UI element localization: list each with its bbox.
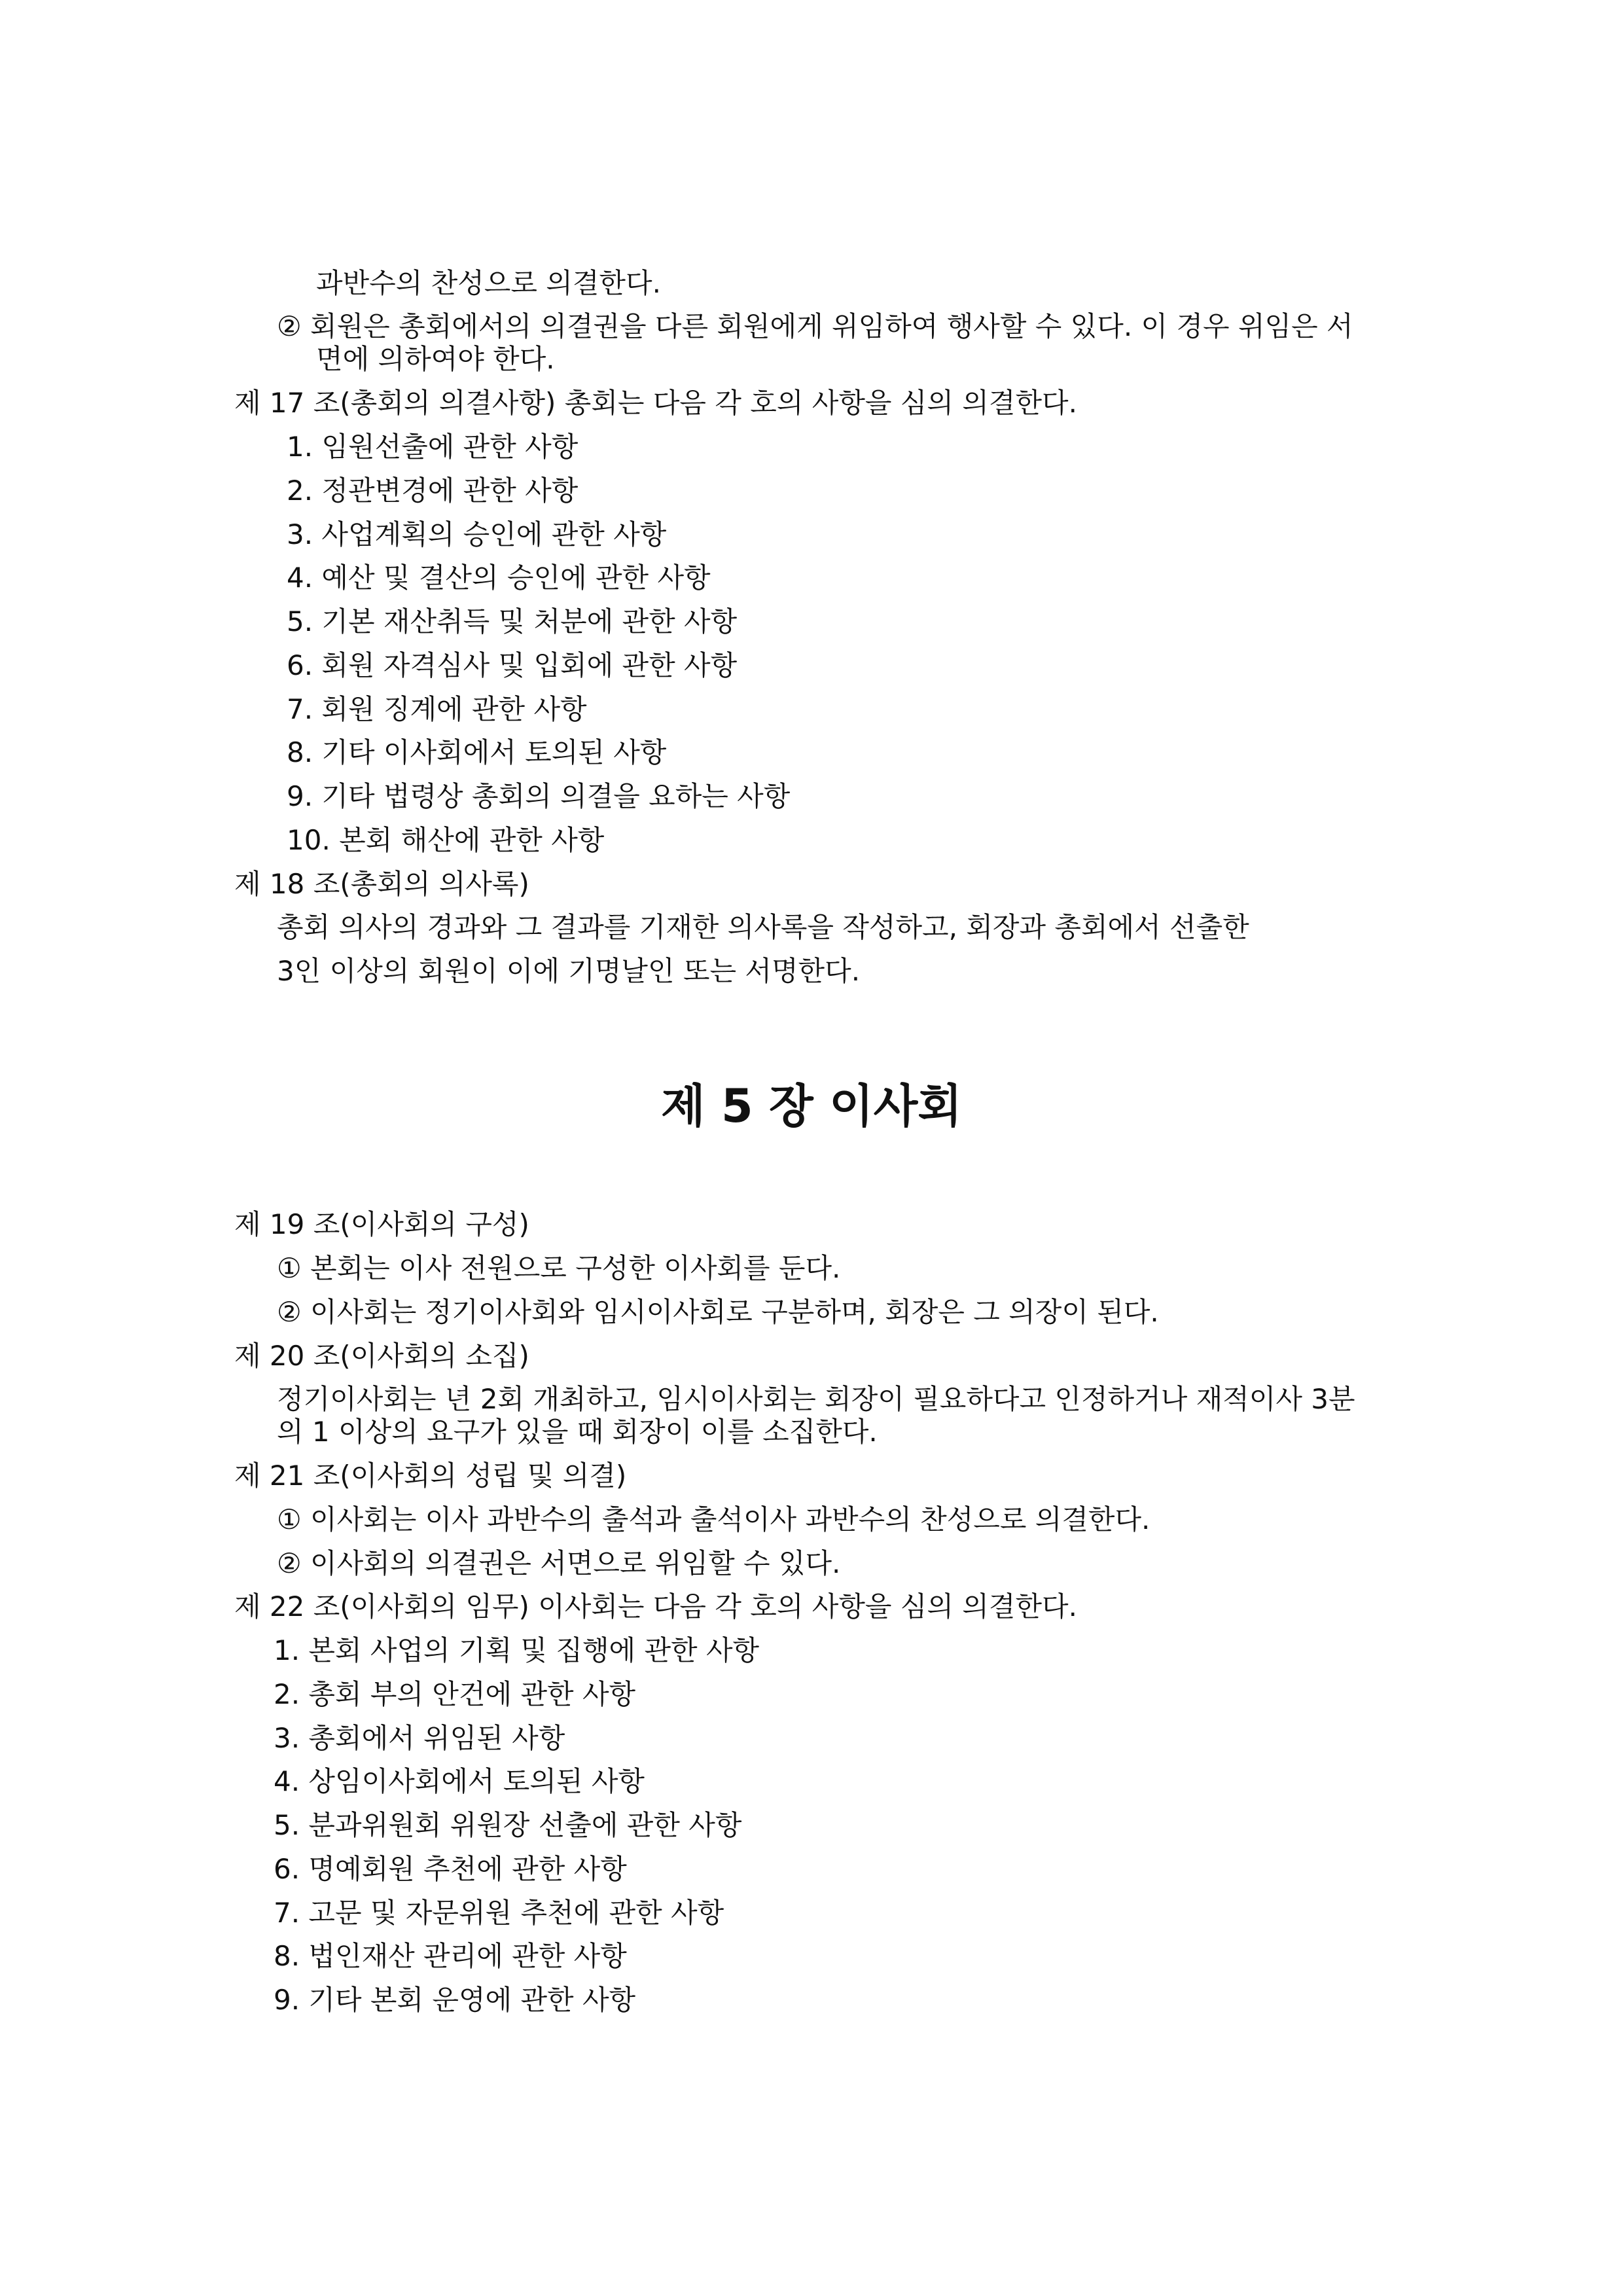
article-17-item-7: 7. 회원 징계에 관한 사항 [287, 693, 587, 725]
article-22-item-5: 5. 분과위원회 위원장 선출에 관한 사항 [274, 1809, 742, 1841]
article-21-paragraph-1: ① 이사회는 이사 과반수의 출석과 출석이사 과반수의 찬성으로 의결한다. [277, 1503, 1150, 1535]
article-16-paragraph-2: ② 회원은 총회에서의 의결권을 다른 회원에게 위임하여 행사할 수 있다. 이 경우 위임은 서 [277, 310, 1353, 342]
article-16-paragraph-2-cont: 면에 의하여야 한다. [316, 343, 555, 375]
article-17-item-8: 8. 기타 이사회에서 토의된 사항 [287, 736, 667, 768]
article-21-title: 제 21 조(이사회의 성립 및 의결) [234, 1460, 627, 1492]
article-17-item-9: 9. 기타 법령상 총회의 의결을 요하는 사항 [287, 780, 791, 812]
article-22-title: 제 22 조(이사회의 임무) 이사회는 다음 각 호의 사항을 심의 의결한다. [234, 1590, 1077, 1623]
article-20-line-2: 의 1 이상의 요구가 있을 때 회장이 이를 소집한다. [277, 1416, 878, 1448]
article-17-item-6: 6. 회원 자격심사 및 입회에 관한 사항 [287, 649, 738, 681]
article-22-item-4: 4. 상임이사회에서 토의된 사항 [274, 1765, 645, 1797]
article-17-item-1: 1. 임원선출에 관한 사항 [287, 431, 579, 463]
article-21-paragraph-2: ② 이사회의 의결권은 서면으로 위임할 수 있다. [277, 1547, 841, 1579]
article-22-item-9: 9. 기타 본회 운영에 관한 사항 [274, 1984, 636, 2016]
article-18-line-2: 3인 이상의 회원이 이에 기명날인 또는 서명한다. [277, 955, 861, 987]
article-16-continuation: 과반수의 찬성으로 의결한다. [316, 267, 661, 299]
article-22-item-3: 3. 총회에서 위임된 사항 [274, 1722, 565, 1754]
article-19-paragraph-1: ① 본회는 이사 전원으로 구성한 이사회를 둔다. [277, 1252, 841, 1284]
article-22-item-8: 8. 법인재산 관리에 관한 사항 [274, 1940, 627, 1972]
article-17-item-5: 5. 기본 재산취득 및 처분에 관한 사항 [287, 605, 738, 637]
article-22-item-6: 6. 명예회원 추천에 관한 사항 [274, 1853, 627, 1885]
article-20-line-1: 정기이사회는 년 2회 개최하고, 임시이사회는 회장이 필요하다고 인정하거나 재적이사 3분 [277, 1383, 1355, 1415]
article-18-title: 제 18 조(총회의 의사록) [234, 868, 529, 900]
article-22-item-2: 2. 총회 부의 안건에 관한 사항 [274, 1678, 636, 1710]
article-18-line-1: 총회 의사의 경과와 그 결과를 기재한 의사록을 작성하고, 회장과 총회에서 선출한 [277, 911, 1249, 943]
article-22-item-1: 1. 본회 사업의 기획 및 집행에 관한 사항 [274, 1634, 760, 1666]
chapter-title: 제 5 장 이사회 [661, 1079, 962, 1133]
article-17-item-2: 2. 정관변경에 관한 사항 [287, 475, 579, 507]
article-19-title: 제 19 조(이사회의 구성) [234, 1208, 529, 1240]
article-17-title: 제 17 조(총회의 의결사항) 총회는 다음 각 호의 사항을 심의 의결한다. [234, 387, 1077, 419]
article-22-item-7: 7. 고문 및 자문위원 추천에 관한 사항 [274, 1897, 724, 1929]
article-20-title: 제 20 조(이사회의 소집) [234, 1340, 529, 1372]
article-19-paragraph-2: ② 이사회는 정기이사회와 임시이사회로 구분하며, 회장은 그 의장이 된다. [277, 1296, 1159, 1328]
article-17-item-3: 3. 사업계획의 승인에 관한 사항 [287, 518, 667, 550]
article-17-item-10: 10. 본회 해산에 관한 사항 [287, 824, 605, 856]
article-17-item-4: 4. 예산 및 결산의 승인에 관한 사항 [287, 562, 711, 594]
